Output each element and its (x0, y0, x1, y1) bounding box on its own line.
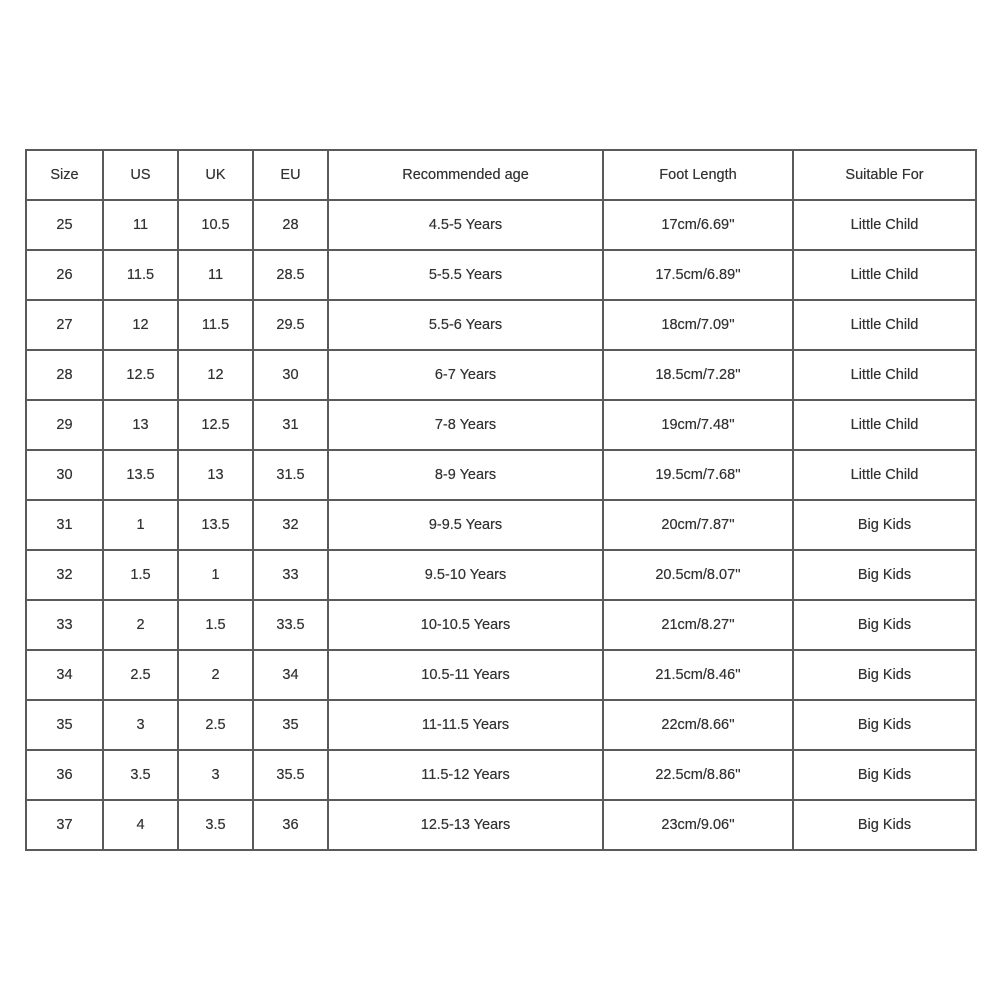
cell-us: 13 (103, 400, 178, 450)
table-row (26, 300, 976, 350)
cell-suitable-for: Big Kids (793, 500, 976, 550)
cell-uk: 1 (178, 550, 253, 600)
table-row (26, 500, 976, 550)
table-row (26, 800, 976, 850)
cell-size: 36 (26, 750, 103, 800)
cell-eu: 28.5 (253, 250, 328, 300)
cell-recommended-age: 5-5.5 Years (328, 250, 603, 300)
table-row (26, 400, 976, 450)
cell-us: 2.5 (103, 650, 178, 700)
cell-eu: 28 (253, 200, 328, 250)
cell-recommended-age: 9.5-10 Years (328, 550, 603, 600)
cell-size: 31 (26, 500, 103, 550)
cell-uk: 3 (178, 750, 253, 800)
cell-uk: 11 (178, 250, 253, 300)
cell-size: 30 (26, 450, 103, 500)
cell-suitable-for: Little Child (793, 450, 976, 500)
cell-eu: 36 (253, 800, 328, 850)
cell-suitable-for: Big Kids (793, 600, 976, 650)
cell-foot-length: 23cm/9.06'' (603, 800, 793, 850)
cell-recommended-age: 12.5-13 Years (328, 800, 603, 850)
cell-foot-length: 20.5cm/8.07'' (603, 550, 793, 600)
cell-us: 1 (103, 500, 178, 550)
cell-recommended-age: 8-9 Years (328, 450, 603, 500)
cell-size: 27 (26, 300, 103, 350)
cell-uk: 10.5 (178, 200, 253, 250)
header-uk: UK (178, 150, 253, 200)
cell-foot-length: 19cm/7.48'' (603, 400, 793, 450)
cell-recommended-age: 6-7 Years (328, 350, 603, 400)
cell-suitable-for: Big Kids (793, 650, 976, 700)
cell-eu: 33.5 (253, 600, 328, 650)
cell-size: 34 (26, 650, 103, 700)
table-row (26, 750, 976, 800)
cell-size: 37 (26, 800, 103, 850)
cell-suitable-for: Big Kids (793, 800, 976, 850)
cell-uk: 3.5 (178, 800, 253, 850)
cell-suitable-for: Big Kids (793, 700, 976, 750)
cell-size: 26 (26, 250, 103, 300)
cell-eu: 35 (253, 700, 328, 750)
cell-recommended-age: 9-9.5 Years (328, 500, 603, 550)
table-row (26, 200, 976, 250)
cell-size: 33 (26, 600, 103, 650)
table-body (26, 200, 976, 850)
cell-us: 4 (103, 800, 178, 850)
cell-us: 1.5 (103, 550, 178, 600)
cell-recommended-age: 5.5-6 Years (328, 300, 603, 350)
cell-size: 25 (26, 200, 103, 250)
cell-uk: 11.5 (178, 300, 253, 350)
cell-uk: 13 (178, 450, 253, 500)
cell-us: 12 (103, 300, 178, 350)
cell-foot-length: 18cm/7.09'' (603, 300, 793, 350)
cell-eu: 32 (253, 500, 328, 550)
cell-recommended-age: 4.5-5 Years (328, 200, 603, 250)
table-row (26, 650, 976, 700)
cell-eu: 34 (253, 650, 328, 700)
cell-uk: 12 (178, 350, 253, 400)
cell-eu: 31 (253, 400, 328, 450)
size-chart-table (25, 149, 977, 851)
cell-foot-length: 22cm/8.66'' (603, 700, 793, 750)
cell-size: 32 (26, 550, 103, 600)
cell-foot-length: 18.5cm/7.28'' (603, 350, 793, 400)
cell-suitable-for: Little Child (793, 300, 976, 350)
cell-suitable-for: Little Child (793, 400, 976, 450)
cell-recommended-age: 11.5-12 Years (328, 750, 603, 800)
cell-recommended-age: 10-10.5 Years (328, 600, 603, 650)
cell-size: 29 (26, 400, 103, 450)
cell-eu: 31.5 (253, 450, 328, 500)
cell-eu: 35.5 (253, 750, 328, 800)
cell-suitable-for: Little Child (793, 250, 976, 300)
table-row (26, 550, 976, 600)
header-foot-length: Foot Length (603, 150, 793, 200)
header-row (26, 150, 976, 200)
cell-uk: 2.5 (178, 700, 253, 750)
cell-foot-length: 20cm/7.87'' (603, 500, 793, 550)
cell-uk: 12.5 (178, 400, 253, 450)
header-us: US (103, 150, 178, 200)
cell-foot-length: 21cm/8.27'' (603, 600, 793, 650)
table-row (26, 350, 976, 400)
cell-uk: 1.5 (178, 600, 253, 650)
cell-size: 28 (26, 350, 103, 400)
cell-us: 12.5 (103, 350, 178, 400)
cell-recommended-age: 11-11.5 Years (328, 700, 603, 750)
cell-eu: 30 (253, 350, 328, 400)
header-eu: EU (253, 150, 328, 200)
cell-us: 3 (103, 700, 178, 750)
cell-foot-length: 17cm/6.69'' (603, 200, 793, 250)
cell-size: 35 (26, 700, 103, 750)
cell-suitable-for: Big Kids (793, 750, 976, 800)
header-recommended-age: Recommended age (328, 150, 603, 200)
table-row (26, 600, 976, 650)
table-row (26, 450, 976, 500)
cell-recommended-age: 7-8 Years (328, 400, 603, 450)
cell-us: 2 (103, 600, 178, 650)
cell-us: 3.5 (103, 750, 178, 800)
cell-foot-length: 17.5cm/6.89'' (603, 250, 793, 300)
cell-suitable-for: Little Child (793, 200, 976, 250)
cell-eu: 33 (253, 550, 328, 600)
cell-eu: 29.5 (253, 300, 328, 350)
cell-foot-length: 21.5cm/8.46'' (603, 650, 793, 700)
cell-uk: 2 (178, 650, 253, 700)
cell-suitable-for: Little Child (793, 350, 976, 400)
cell-us: 11 (103, 200, 178, 250)
table-row (26, 250, 976, 300)
table-row (26, 700, 976, 750)
cell-us: 13.5 (103, 450, 178, 500)
cell-us: 11.5 (103, 250, 178, 300)
cell-recommended-age: 10.5-11 Years (328, 650, 603, 700)
cell-suitable-for: Big Kids (793, 550, 976, 600)
cell-uk: 13.5 (178, 500, 253, 550)
header-suitable-for: Suitable For (793, 150, 976, 200)
cell-foot-length: 19.5cm/7.68'' (603, 450, 793, 500)
header-size: Size (26, 150, 103, 200)
cell-foot-length: 22.5cm/8.86'' (603, 750, 793, 800)
